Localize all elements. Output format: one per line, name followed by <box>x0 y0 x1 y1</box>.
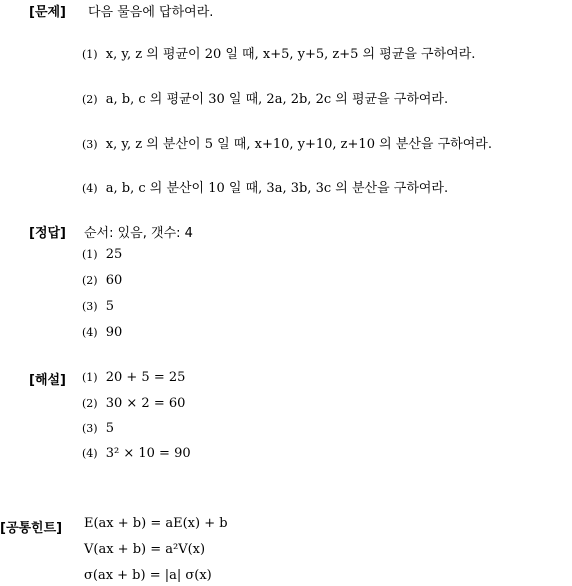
problem-tag: [문제] <box>29 5 66 20</box>
problem-item-number: (3) <box>82 138 98 151</box>
problem-item-number: (2) <box>82 93 98 106</box>
explanation-item-4 <box>82 446 191 461</box>
problem-intro: 다음 물음에 답하여라. <box>88 5 214 20</box>
explanation-item-3 <box>82 421 114 436</box>
answer-item-text: 90 <box>105 325 123 340</box>
explanation-item-text: 3² × 10 = 90 <box>105 446 191 461</box>
answer-item-number: (3) <box>82 300 98 313</box>
explanation-item-text: 20 + 5 = 25 <box>105 370 186 385</box>
problem-item-text: x, y, z 의 분산이 5 일 때, x+10, y+10, z+10 의 분산을 구하여라. <box>105 137 492 152</box>
explanation-tag: [해설] <box>29 373 66 388</box>
answer-item-number: (2) <box>82 274 98 287</box>
explanation-item-text: 30 × 2 = 60 <box>105 396 186 411</box>
answer-item-2 <box>82 273 122 288</box>
hint-tag: [공통힌트] <box>0 521 63 536</box>
answer-item-text: 60 <box>105 273 123 288</box>
answer-tag: [정답] <box>29 226 66 241</box>
problem-item-text: x, y, z 의 평균이 20 일 때, x+5, y+5, z+5 의 평균을 구하여라. <box>105 47 476 62</box>
explanation-item-text: 5 <box>105 421 115 436</box>
explanation-item-number: (1) <box>82 371 98 384</box>
hint-line-1: E(ax + b) = aE(x) + b <box>84 516 228 531</box>
answer-item-4 <box>82 325 122 340</box>
problem-item-4 <box>82 177 448 196</box>
problem-item-3 <box>82 133 492 152</box>
explanation-item-number: (3) <box>82 422 98 435</box>
problem-item-2 <box>82 88 448 107</box>
answer-item-3 <box>82 299 114 314</box>
answer-item-1 <box>82 247 122 262</box>
explanation-item-2 <box>82 396 185 411</box>
answer-meta: 순서: 있음, 갯수: 4 <box>84 226 193 241</box>
problem-item-1 <box>82 43 475 62</box>
hint-line-3: σ(ax + b) = |a| σ(x) <box>84 568 212 583</box>
problem-item-text: a, b, c 의 평균이 30 일 때, 2a, 2b, 2c 의 평균을 구하여라. <box>105 92 449 107</box>
problem-item-text: a, b, c 의 분산이 10 일 때, 3a, 3b, 3c 의 분산을 구하여라. <box>105 181 449 196</box>
explanation-item-1 <box>82 370 185 385</box>
explanation-item-number: (2) <box>82 397 98 410</box>
answer-item-number: (4) <box>82 326 98 339</box>
explanation-item-number: (4) <box>82 447 98 460</box>
problem-item-number: (4) <box>82 182 98 195</box>
problem-item-number: (1) <box>82 48 98 61</box>
answer-item-text: 25 <box>105 247 123 262</box>
answer-item-number: (1) <box>82 248 98 261</box>
answer-item-text: 5 <box>105 299 115 314</box>
hint-line-2: V(ax + b) = a²V(x) <box>84 542 206 557</box>
